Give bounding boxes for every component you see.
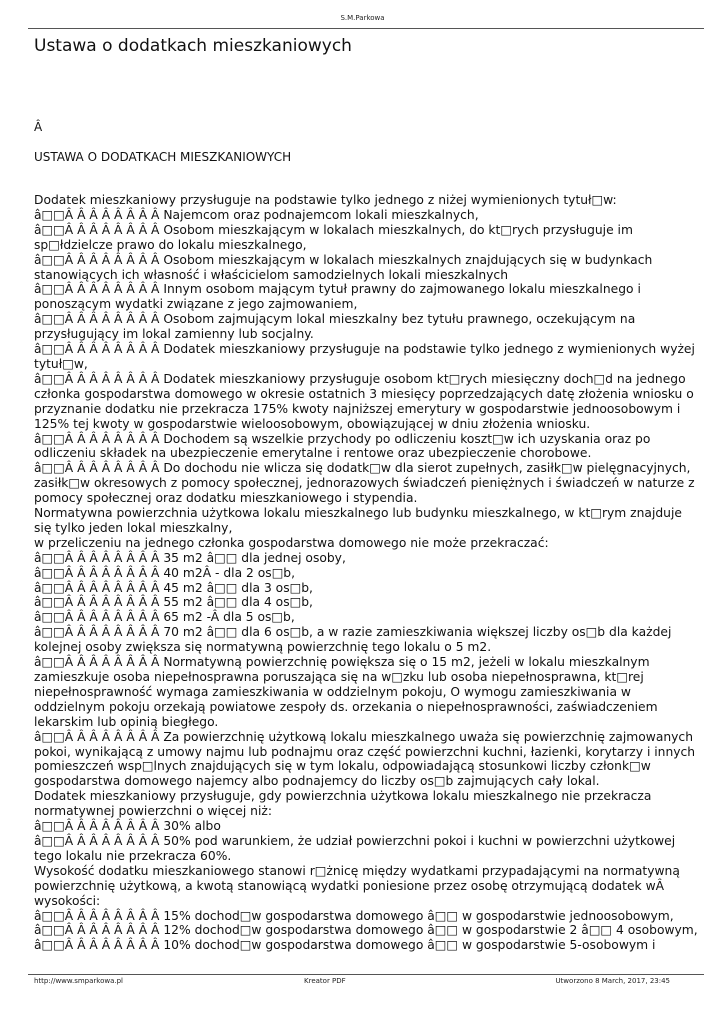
body-paragraph: â□□Â Â Â Â Â Â Â Â Do dochodu nie wlicza się dodatk□w dla sierot zupełnych, zasiłk□w pielęgnacyjnych, zasiłk□w okresowych z pomocy społecznej, jednorazowych świadczeń pieniężnych i świadczeń w naturze z pomocy społecznej oraz dodatku mieszkaniowego i stypendia. [34, 461, 695, 506]
body-paragraph: â□□Â Â Â Â Â Â Â Â Dochodem są wszelkie przychody po odliczeniu koszt□w ich uzyskania oraz po odliczeniu składek na ubezpieczenie emerytalne i rentowe oraz ubezpieczenie chorobowe. [34, 431, 651, 461]
body-paragraph: â□□Â Â Â Â Â Â Â Â 30% albo [34, 819, 221, 834]
body-paragraph: â□□Â Â Â Â Â Â Â Â 40 m2Â - dla 2 os□b, [34, 565, 296, 580]
page-title: Ustawa o dodatkach mieszkaniowych [34, 36, 352, 56]
body-paragraph: â□□Â Â Â Â Â Â Â Â 70 m2 â□□ dla 6 os□b, a w razie zamieszkiwania większej liczby os□b dla każdej kolejnej osoby zwiększa się normatywną powierzchnię tego lokalu o 5 m2. [34, 625, 672, 655]
body-paragraph: â□□Â Â Â Â Â Â Â Â Osobom mieszkającym w lokalach mieszkalnych, do kt□rych przysługuje im sp□łdzielcze prawo do lokalu mieszkalnego, [34, 222, 633, 252]
footer-divider [28, 974, 704, 975]
body-paragraph: â□□Â Â Â Â Â Â Â Â 65 m2 -Â dla 5 os□b, [34, 610, 295, 625]
body-paragraph: â□□Â Â Â Â Â Â Â Â Za powierzchnię użytkową lokalu mieszkalnego uważa się powierzchnię zajmowanych pokoi, wynikającą z umowy najmu lub podnajmu oraz część powierzchni kuchni, łazienki, korytarzy i innych pomieszczeń wsp□lnych znajdujących się w tym lokalu, odpowiadającą stosunkowi liczby członk□w gospodarstwa domowego najemcy albo podnajemcy do liczby os□b zajmujących cały lokal. [34, 729, 696, 789]
body-paragraph: â□□Â Â Â Â Â Â Â Â 45 m2 â□□ dla 3 os□b, [34, 580, 313, 595]
body-paragraph: â□□Â Â Â Â Â Â Â Â Dodatek mieszkaniowy przysługuje osobom kt□rych miesięczny doch□d na jednego członka gospodarstwa domowego w okresie ostatnich 3 miesięcy poprzedzających datę złożenia wniosku o przyznanie dodatku nie przekracza 175% kwoty najniższej emerytury w gospodarstwie jednoosobowym i 125% tej kwoty w gospodarstwie wieloosobowym, obowiązującej w dniu złożenia wniosku. [34, 371, 694, 431]
body-paragraph: â□□Â Â Â Â Â Â Â Â Innym osobom mającym tytuł prawny do zajmowanego lokalu mieszkalnego i ponoszącym wydatki związane z jego zajmowaniem, [34, 282, 641, 312]
body-paragraph: â□□Â Â Â Â Â Â Â Â 55 m2 â□□ dla 4 os□b, [34, 595, 313, 610]
body-paragraph: w przeliczeniu na jednego członka gospodarstwa domowego nie może przekraczać: [34, 535, 549, 550]
body-paragraph: â□□Â Â Â Â Â Â Â Â 10% dochod□w gospodarstwa domowego â□□ w gospodarstwie 5-osobowym i [34, 938, 656, 953]
stray-character: Â [34, 120, 43, 134]
header-divider [28, 28, 704, 29]
body-paragraph: â□□Â Â Â Â Â Â Â Â Dodatek mieszkaniowy przysługuje na podstawie tylko jednego z wymienionych wyżej tytuł□w, [34, 342, 695, 371]
document-subtitle: USTAWA O DODATKACH MIESZKANIOWYCH [34, 150, 292, 164]
footer-url-link[interactable]: http://www.smparkowa.pl [34, 977, 123, 985]
body-paragraph: â□□Â Â Â Â Â Â Â Â Osobom mieszkającym w lokalach mieszkalnych znajdujących się w budynkach stanowiących ich własność i właścicielom samodzielnych lokali mieszkalnych [34, 252, 653, 282]
body-paragraph: Dodatek mieszkaniowy przysługuje, gdy powierzchnia użytkowa lokalu mieszkalnego nie przekracza normatywnej powierzchni o więcej niż: [34, 789, 652, 819]
body-paragraph: Dodatek mieszkaniowy przysługuje na podstawie tylko jednego z niżej wymienionych tytuł□w: [34, 193, 617, 207]
body-paragraph: Wysokość dodatku mieszkaniowego stanowi r□żnicę między wydatkami przypadającymi na normatywną powierzchnię użytkową, a kwotą stanowiącą wydatki poniesione przez osobę otrzymującą dodatek wÂ wysokości: [34, 863, 680, 908]
document-body [34, 193, 698, 953]
body-paragraph: â□□Â Â Â Â Â Â Â Â 12% dochod□w gospodarstwa domowego â□□ w gospodarstwie 2 â□□ 4 osobowym, [34, 923, 698, 938]
body-paragraph: â□□Â Â Â Â Â Â Â Â 15% dochod□w gospodarstwa domowego â□□ w gospodarstwie jednoosobowym, [34, 908, 674, 923]
body-paragraph: â□□Â Â Â Â Â Â Â Â 50% pod warunkiem, że udział powierzchni pokoi i kuchni w powierzchni użytkowej tego lokalu nie przekracza 60%. [34, 833, 676, 863]
footer-created-date: Utworzono 8 March, 2017, 23:45 [555, 977, 670, 985]
page-header-site: S.M.Parkowa [340, 14, 385, 22]
footer-generator: Kreator PDF [304, 977, 346, 985]
body-paragraph: â□□Â Â Â Â Â Â Â Â Normatywną powierzchnię powiększa się o 15 m2, jeżeli w lokalu mieszkalnym zamieszkuje osoba niepełnosprawna poruszająca się na w□zku lub osoba niepełnosprawna, kt□rej niepełnosprawność wymaga zamieszkiwania w oddzielnym pokoju, O wymogu zamieszkiwania w oddzielnym pokoju orzekają powiatowe zespoły ds. orzekania o niepełnosprawności, zaświadczeniem lekarskim lub opinią biegłego. [34, 655, 658, 729]
body-paragraph: Normatywna powierzchnia użytkowa lokalu mieszkalnego lub budynku mieszkalnego, w kt□rym znajduje się tylko jeden lokal mieszkalny, [34, 506, 682, 535]
body-paragraph: â□□Â Â Â Â Â Â Â Â 35 m2 â□□ dla jednej osoby, [34, 550, 346, 565]
body-paragraph: â□□Â Â Â Â Â Â Â Â Najemcom oraz podnajemcom lokali mieszkalnych, [34, 207, 479, 222]
body-paragraph: â□□Â Â Â Â Â Â Â Â Osobom zajmującym lokal mieszkalny bez tytułu prawnego, oczekującym na przysługujący im lokal zamienny lub socjalny. [34, 312, 636, 342]
